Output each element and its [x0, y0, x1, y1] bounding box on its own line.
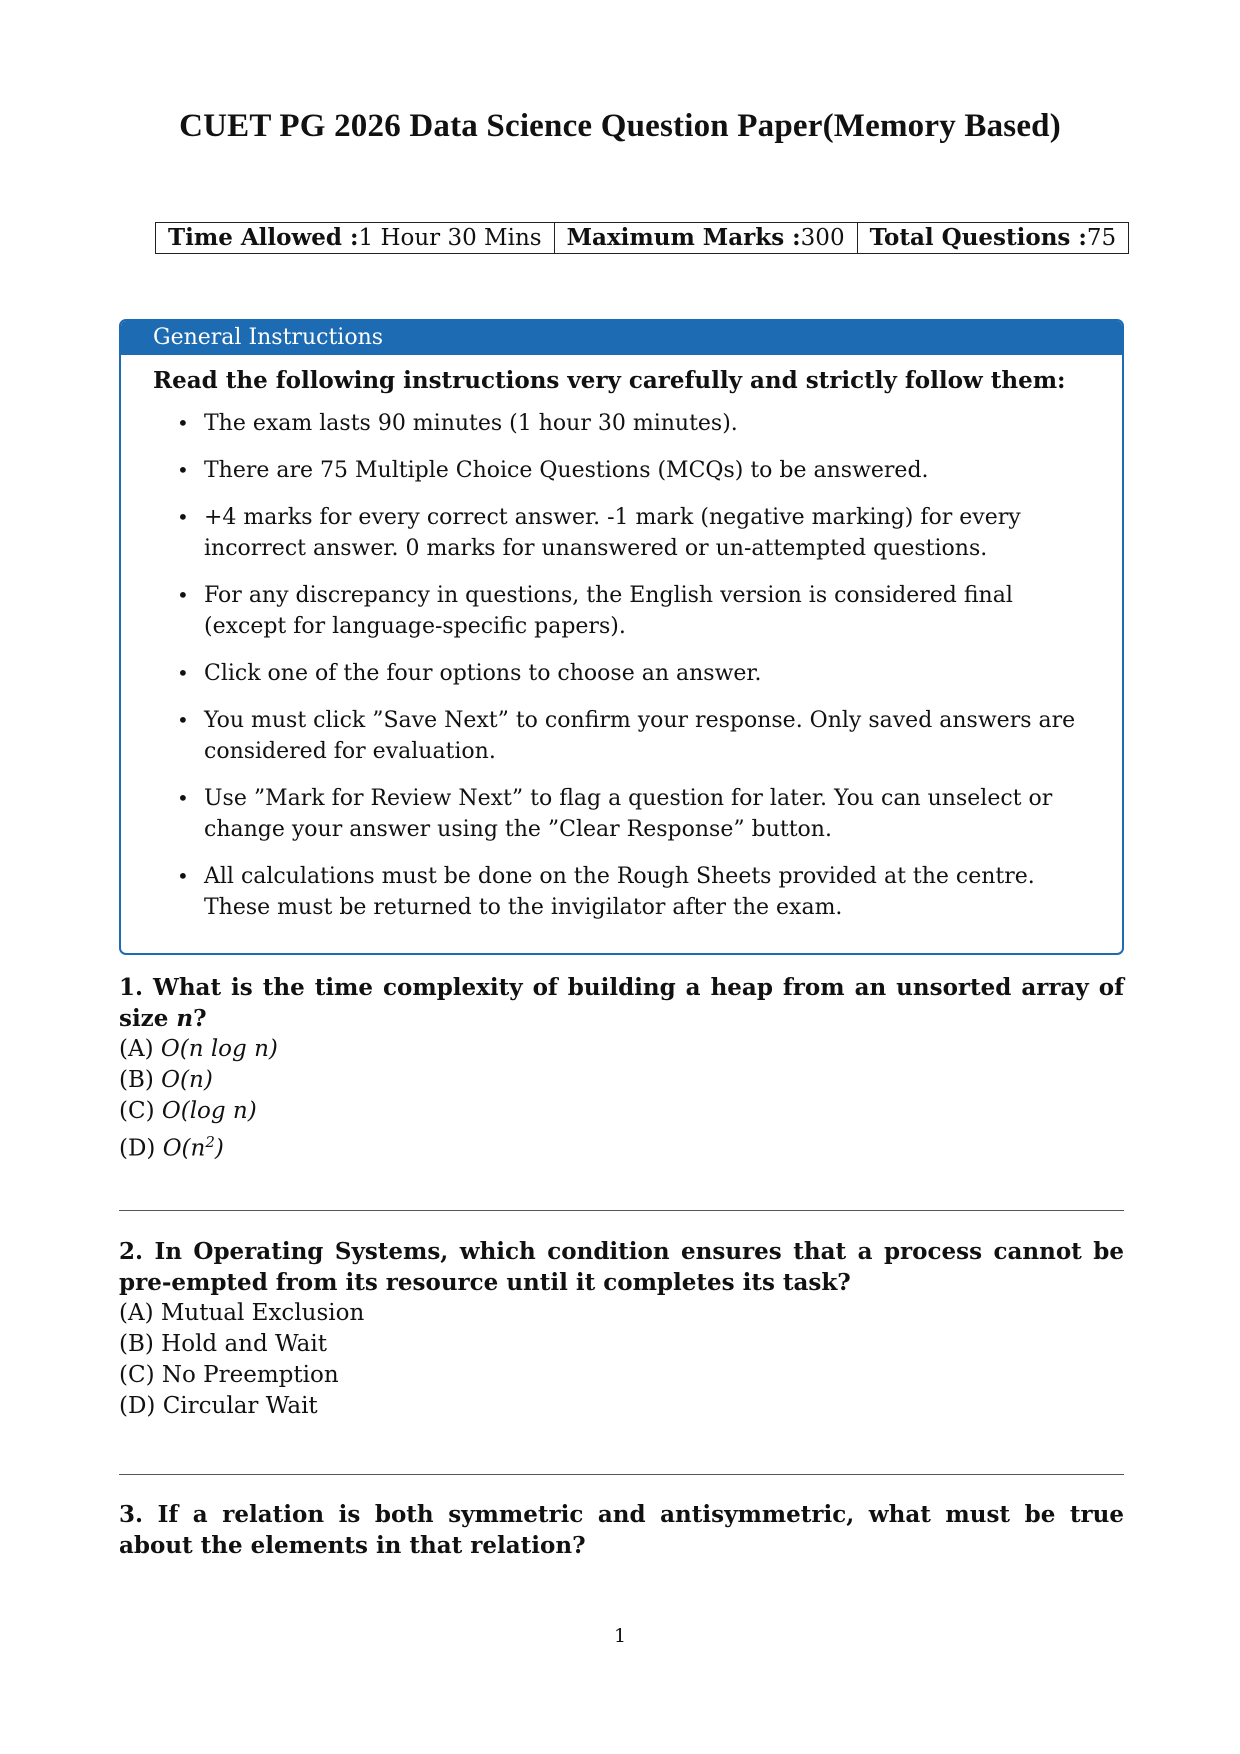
time-allowed-label: Time Allowed :: [168, 224, 359, 251]
total-questions-cell: [857, 223, 1129, 254]
question-1-options: [119, 1034, 1124, 1165]
question-3: [119, 1499, 1124, 1561]
question-1-text: [119, 972, 1124, 1034]
time-allowed-cell: [156, 223, 555, 254]
option-c[interactable]: [119, 1360, 1124, 1391]
question-1: [119, 972, 1124, 1165]
page-number: 1: [613, 1625, 627, 1647]
instruction-item: [121, 783, 1122, 845]
instruction-item: [121, 705, 1122, 767]
option-c[interactable]: [119, 1096, 1124, 1127]
instruction-item: [121, 455, 1122, 486]
instruction-text: Click one of the four options to choose an answer.: [204, 661, 762, 686]
instruction-text: You must click ”Save Next” to confirm your response. Only saved answers are considered for evaluation.: [204, 708, 1076, 764]
maximum-marks-label: Maximum Marks :: [566, 224, 801, 251]
instructions-list: [121, 408, 1122, 923]
option-d[interactable]: [119, 1391, 1124, 1422]
option-value: Mutual Exclusion: [160, 1300, 365, 1326]
general-instructions-box: [119, 319, 1124, 955]
bullet-icon: •: [177, 864, 189, 888]
bullet-icon: •: [177, 411, 189, 435]
bullet-icon: •: [177, 786, 189, 810]
time-allowed-value: 1 Hour 30 Mins: [358, 225, 542, 251]
bullet-icon: •: [177, 505, 189, 529]
question-1-end: ?: [193, 1005, 207, 1032]
question-2-options: [119, 1298, 1124, 1422]
instruction-item: [121, 658, 1122, 689]
instructions-lead: Read the following instructions very carefully and strictly follow them:: [153, 367, 1066, 394]
option-label: (B): [119, 1067, 162, 1093]
total-questions-label: Total Questions :: [869, 224, 1087, 251]
option-value: No Preemption: [161, 1362, 339, 1388]
instruction-item: [121, 408, 1122, 439]
instructions-heading: General Instructions: [121, 321, 1122, 355]
maximum-marks-value: 300: [800, 225, 845, 251]
question-2: [119, 1236, 1124, 1422]
question-2-text: 2. In Operating Systems, which condition ensures that a process cannot be pre-empted from its resource until it completes its task?: [119, 1238, 1124, 1296]
option-close: ): [214, 1135, 224, 1162]
option-label: (A): [119, 1036, 161, 1062]
instruction-text: The exam lasts 90 minutes (1 hour 30 minutes).: [204, 411, 738, 436]
option-d[interactable]: [119, 1127, 1124, 1165]
bullet-icon: •: [177, 458, 189, 482]
instruction-text: For any discrepancy in questions, the English version is considered final (except for language-specific papers).: [204, 583, 1013, 639]
option-value: Hold and Wait: [161, 1331, 327, 1357]
instruction-item: [121, 502, 1122, 564]
instruction-text: All calculations must be done on the Rough Sheets provided at the centre. These must be returned to the invigilator after the exam.: [204, 864, 1035, 920]
question-divider: [119, 1474, 1124, 1475]
option-exponent: 2: [205, 1133, 215, 1151]
exam-info-table: [155, 222, 1129, 254]
option-label: (C): [119, 1098, 162, 1124]
option-value: Circular Wait: [162, 1393, 318, 1419]
bullet-icon: •: [177, 708, 189, 732]
instruction-text: There are 75 Multiple Choice Questions (MCQs) to be answered.: [204, 458, 929, 483]
option-label: (C): [119, 1362, 162, 1388]
total-questions-value: 75: [1086, 225, 1117, 251]
bullet-icon: •: [177, 661, 189, 685]
instruction-text: Use ”Mark for Review Next” to flag a question for later. You can unselect or change your answer using the ”Clear Response” button.: [204, 786, 1053, 842]
option-label: (B): [119, 1331, 162, 1357]
option-label: (D): [119, 1393, 163, 1419]
option-b[interactable]: [119, 1329, 1124, 1360]
question-divider: [119, 1210, 1124, 1211]
question-1-stem: 1. What is the time complexity of building a heap from an unsorted array of size: [119, 974, 1124, 1032]
maximum-marks-cell: [554, 223, 857, 254]
question-3-text: 3. If a relation is both symmetric and antisymmetric, what must be true about the elements in that relation?: [119, 1501, 1124, 1559]
option-value: O(n: [162, 1135, 206, 1162]
instruction-item: [121, 861, 1122, 923]
bullet-icon: •: [177, 583, 189, 607]
option-b[interactable]: [119, 1065, 1124, 1096]
option-label: (D): [119, 1135, 163, 1162]
option-a[interactable]: [119, 1034, 1124, 1065]
option-value: O(n): [161, 1067, 213, 1093]
option-label: (A): [119, 1300, 161, 1326]
option-a[interactable]: [119, 1298, 1124, 1329]
instruction-item: [121, 580, 1122, 642]
option-value: O(n log n): [160, 1036, 278, 1062]
instruction-text: +4 marks for every correct answer. -1 mark (negative marking) for every incorrect answer. 0 marks for unanswered or un-attempted questions.: [204, 505, 1021, 561]
question-1-variable: n: [176, 1005, 194, 1032]
option-value: O(log n): [161, 1098, 257, 1124]
page-title: CUET PG 2026 Data Science Question Paper(Memory Based): [179, 108, 1061, 144]
